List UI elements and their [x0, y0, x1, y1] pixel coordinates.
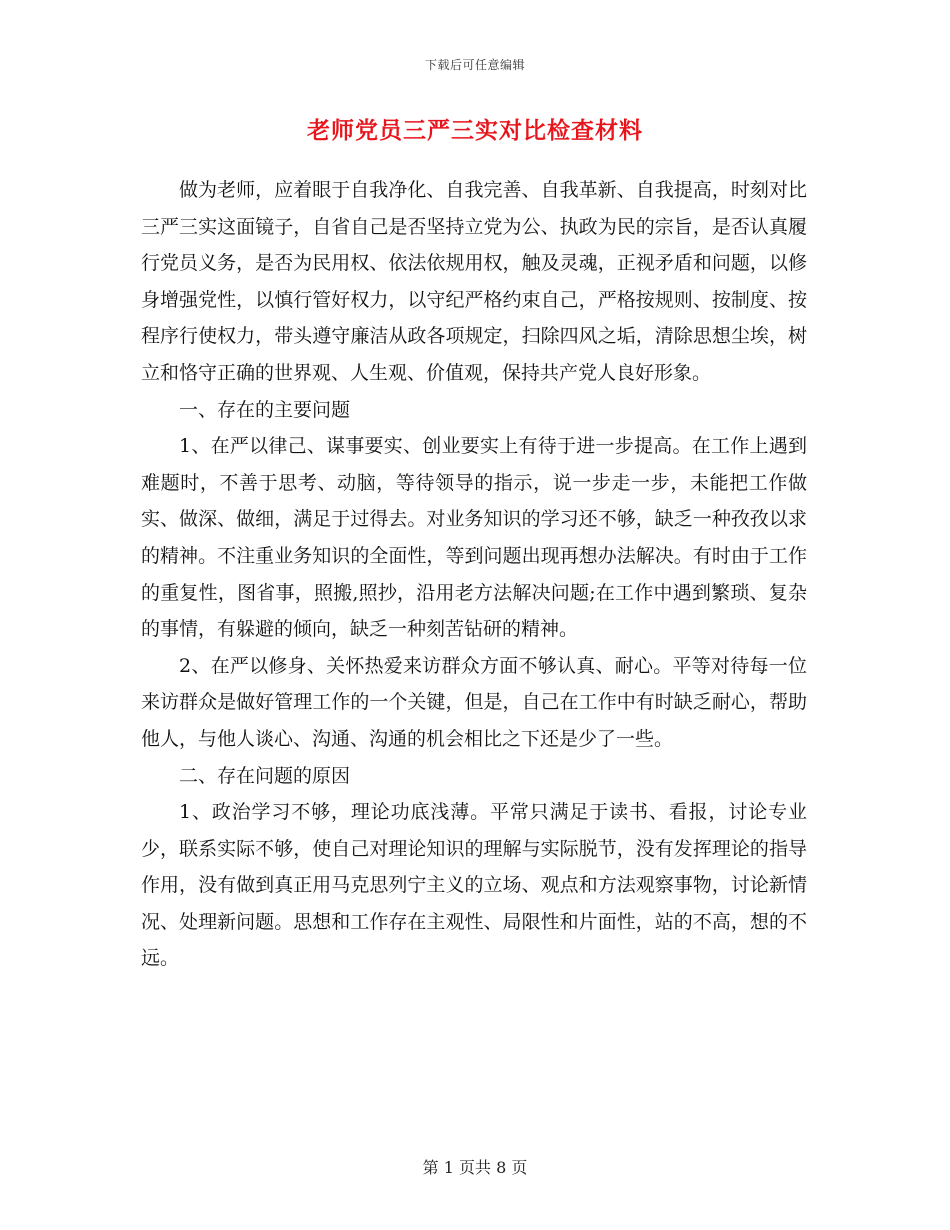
- paragraph-cause-1: 1、政治学习不够，理论功底浅薄。平常只满足于读书、看报，讨论专业少，联系实际不够，使自己对理论知识的理解与实际脱节，没有发挥理论的指导作用，没有做到真正用马克思列宁主义的立场、观点和方法观察事物，讨论新情况、处理新问题。思想和工作存在主观性、局限性和片面性，站的不高，想的不远。: [141, 801, 807, 970]
- document-body: [141, 172, 807, 977]
- paragraph-intro: 做为老师，应着眼于自我净化、自我完善、自我革新、自我提高，时刻对比三严三实这面镜子，自省自己是否坚持立党为公、执政为民的宗旨，是否认真履行党员义务，是否为民用权、依法依规用权，触及灵魂，正视矛盾和问题，以修身增强党性，以慎行管好权力，以守纪严格约束自己，严格按规则、按制度、按程序行使权力，带头遵守廉洁从政各项规定，扫除四风之垢，清除思想尘埃，树立和恪守正确的世界观、人生观、价值观，保持共产党人良好形象。: [141, 179, 807, 384]
- paragraph-problem-1: 1、在严以律己、谋事要实、创业要实上有待于进一步提高。在工作上遇到难题时，不善于思考、动脑，等待领导的指示，说一步走一步，未能把工作做实、做深、做细，满足于过得去。对业务知识的学习还不够，缺乏一种孜孜以求的精神。不注重业务知识的全面性，等到问题出现再想办法解决。有时由于工作的重复性，图省事，照搬,照抄，沿用老方法解决问题;在工作中遇到繁琐、复杂的事情，有躲避的倾向，缺乏一种刻苦钻研的精神。: [141, 435, 807, 641]
- header-note: 下载后可任意编辑: [424, 58, 525, 72]
- document-title: 老师党员三严三实对比检查材料: [307, 117, 643, 144]
- section-heading-main-problems: 一、存在的主要问题: [179, 398, 351, 421]
- page-footer: 第 1 页共 8 页: [422, 1158, 528, 1177]
- section-heading-causes: 二、存在问题的原因: [179, 764, 351, 787]
- paragraph-problem-2: 2、在严以修身、关怀热爱来访群众方面不够认真、耐心。平等对待每一位来访群众是做好管理工作的一个关键，但是，自己在工作中有时缺乏耐心，帮助他人，与他人谈心、沟通、沟通的机会相比之下还是少了一些。: [141, 654, 807, 750]
